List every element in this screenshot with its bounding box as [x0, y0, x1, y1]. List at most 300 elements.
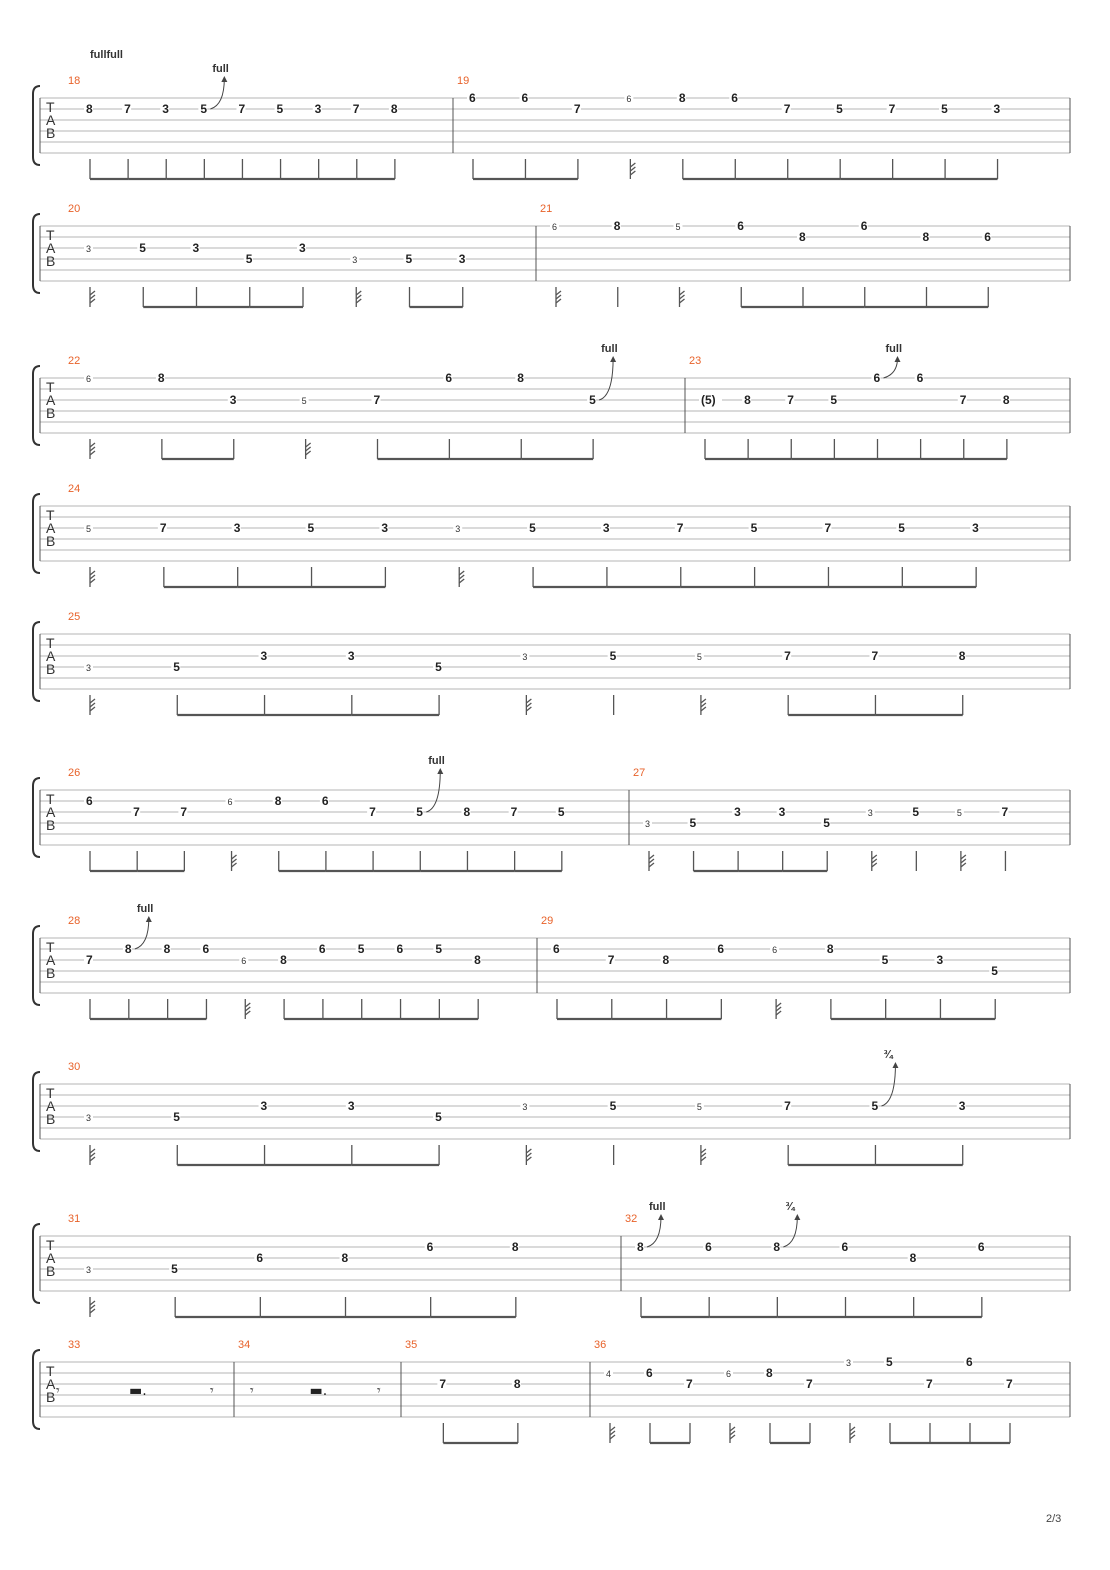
system-brace	[33, 86, 40, 165]
grace-flag	[872, 855, 877, 859]
bend-label: ¾	[785, 1201, 795, 1213]
tab-system	[33, 203, 1070, 307]
bend-arrowhead	[610, 356, 616, 362]
fret-number: 6	[86, 794, 93, 808]
grace-flag	[649, 859, 654, 863]
fret-number: 6	[984, 230, 991, 244]
grace-flag	[680, 291, 685, 295]
fret-number: 3	[162, 102, 169, 116]
fret-number: 7	[133, 805, 140, 819]
fret-number: 6	[318, 942, 326, 956]
grace-flag	[232, 855, 237, 859]
grace-flag	[630, 171, 635, 175]
fret-number: 7	[573, 102, 581, 116]
fret-number: 6	[873, 371, 881, 385]
fret-number: 7	[369, 805, 376, 819]
grace-flag	[526, 703, 531, 707]
bend-label: full	[601, 343, 618, 355]
fret-number: 5	[991, 964, 998, 978]
fret-number: 6	[445, 371, 453, 385]
grace-flag	[850, 1435, 855, 1439]
fret-number: 6	[227, 797, 233, 807]
grace-flag	[961, 863, 966, 867]
fret-number: 3	[958, 1099, 966, 1113]
fret-number: 7	[124, 102, 131, 116]
fret-number: 3	[86, 1265, 92, 1275]
fret-number: 7	[806, 1377, 813, 1391]
grace-flag	[356, 299, 361, 303]
grace-flag	[776, 1003, 781, 1007]
fret-number: 3	[233, 521, 241, 535]
fret-number: 7	[439, 1377, 447, 1391]
measure-number: 20	[68, 203, 81, 215]
fret-number: 7	[1001, 805, 1009, 819]
measure-number: 25	[68, 611, 81, 623]
fret-number: 7	[871, 649, 879, 663]
bend-label: full	[212, 63, 229, 75]
fret-number: 6	[966, 1355, 973, 1369]
grace-flag	[701, 1157, 706, 1161]
fret-number: 3	[381, 521, 389, 535]
tab-clef-letter: B	[46, 125, 56, 141]
tab-clef-letter: B	[46, 1263, 56, 1279]
fret-number: 6	[521, 91, 529, 105]
measure-number: 22	[68, 355, 81, 367]
measure-number: 26	[68, 767, 81, 779]
tab-clef-letter: A	[46, 1098, 56, 1114]
fret-number: 5	[696, 1102, 702, 1112]
grace-flag	[90, 699, 95, 703]
grace-flag	[245, 1011, 250, 1015]
grace-flag	[701, 707, 706, 711]
fret-number: 7	[607, 953, 615, 967]
system-brace	[33, 1072, 40, 1151]
fret-number: 6	[772, 945, 778, 955]
tab-clef-letter: A	[46, 240, 56, 256]
fret-number: 8	[463, 805, 471, 819]
fret-number: 8	[517, 371, 524, 385]
tab-clef-letter: B	[46, 965, 56, 981]
bend-arrow	[599, 358, 613, 400]
tab-clef-letter: T	[46, 1085, 55, 1101]
fret-number: 8	[390, 102, 398, 116]
fret-number: 7	[824, 521, 832, 535]
fret-number: 6	[553, 942, 560, 956]
tab-system	[33, 1201, 1070, 1317]
tab-clef-letter: A	[46, 1250, 56, 1266]
fret-number: 3	[846, 1358, 852, 1368]
fret-number: 7	[676, 521, 684, 535]
measure-number: 32	[625, 1213, 638, 1225]
fret-number: 3	[522, 1102, 528, 1112]
fret-number: 8	[922, 230, 930, 244]
fret-number: 5	[435, 1110, 442, 1124]
grace-flag	[850, 1431, 855, 1435]
fret-number: 8	[124, 942, 132, 956]
grace-flag	[90, 1149, 95, 1153]
tab-clef-letter: B	[46, 533, 56, 549]
tab-system	[33, 755, 1070, 871]
fret-number: 3	[260, 649, 268, 663]
tab-clef-letter: A	[46, 1376, 56, 1392]
grace-flag	[306, 443, 311, 447]
measure-number: 34	[238, 1339, 251, 1351]
fret-number: 7	[959, 393, 967, 407]
fret-number: 8	[799, 230, 806, 244]
fret-number: 6	[705, 1240, 712, 1254]
fret-number: 5	[200, 102, 208, 116]
fret-number: 3	[602, 521, 610, 535]
bend-label: full	[885, 343, 902, 355]
fret-number: 3	[86, 663, 92, 673]
fret-number: 7	[787, 393, 794, 407]
rest: ▬.	[129, 1383, 147, 1399]
fret-number: 8	[773, 1240, 781, 1254]
fret-number: 6	[916, 371, 924, 385]
tab-clef-letter: A	[46, 112, 56, 128]
grace-flag	[610, 1431, 615, 1435]
system-brace	[33, 926, 40, 1005]
fret-number: 8	[1002, 393, 1010, 407]
fret-number: 5	[871, 1099, 879, 1113]
fret-number: 5	[529, 521, 536, 535]
fret-number: 5	[173, 1110, 180, 1124]
fret-number: 8	[274, 794, 282, 808]
grace-flag	[610, 1435, 615, 1439]
fret-number: 8	[280, 953, 287, 967]
fret-number: 6	[646, 1366, 653, 1380]
fret-number: 8	[958, 649, 966, 663]
fret-number: 4	[606, 1369, 612, 1379]
fret-number: 5	[941, 102, 948, 116]
bend-arrow	[881, 1064, 895, 1106]
bend-arrowhead	[794, 1214, 800, 1220]
bend-arrowhead	[437, 768, 443, 774]
fret-number: 8	[511, 1240, 519, 1254]
bend-arrow	[783, 1216, 797, 1247]
bend-arrowhead	[221, 76, 227, 82]
grace-flag	[649, 855, 654, 859]
tab-system	[33, 49, 1070, 179]
fret-number: 3	[299, 241, 306, 255]
grace-flag	[526, 699, 531, 703]
bend-label: ¾	[883, 1049, 893, 1061]
grace-flag	[232, 863, 237, 867]
fret-number: 7	[373, 393, 381, 407]
fret-number: 7	[888, 102, 896, 116]
grace-flag	[776, 1007, 781, 1011]
fret-number: 3	[455, 524, 461, 534]
fret-number: 3	[972, 521, 979, 535]
rest: 𝄾	[377, 1383, 381, 1399]
grace-flag	[961, 859, 966, 863]
fret-number: 7	[159, 521, 167, 535]
grace-flag	[90, 703, 95, 707]
bend-label: full	[649, 1201, 666, 1213]
fret-number: 6	[256, 1251, 264, 1265]
grace-flag	[961, 855, 966, 859]
grace-flag	[90, 579, 95, 583]
fret-number: 5	[696, 652, 702, 662]
fret-number: 3	[734, 805, 741, 819]
tab-clef-letter: A	[46, 520, 56, 536]
fret-number: 5	[301, 396, 307, 406]
fret-number: 5	[750, 521, 758, 535]
prebend-label: fullfull	[90, 49, 123, 61]
grace-flag	[610, 1427, 615, 1431]
fret-number: 7	[784, 649, 791, 663]
tab-clef-letter: A	[46, 804, 56, 820]
tab-clef-letter: B	[46, 661, 56, 677]
measure-number: 33	[68, 1339, 81, 1351]
tab-system	[33, 611, 1070, 715]
tab-clef-letter: B	[46, 1389, 56, 1405]
grace-flag	[730, 1435, 735, 1439]
fret-number: 8	[163, 942, 171, 956]
fret-number: 7	[238, 102, 246, 116]
fret-number: 7	[510, 805, 518, 819]
tab-system	[33, 903, 1070, 1019]
fret-number: 6	[731, 91, 738, 105]
measure-number: 19	[457, 75, 470, 87]
grace-flag	[232, 859, 237, 863]
measure-number: 24	[68, 483, 81, 495]
measure-number: 27	[633, 767, 646, 779]
fret-number: 7	[784, 1099, 791, 1113]
fret-number: 5	[171, 1262, 178, 1276]
fret-number: 6	[552, 222, 558, 232]
grace-flag	[245, 1003, 250, 1007]
fret-number: 5	[823, 816, 830, 830]
fret-number: 5	[276, 102, 284, 116]
measure-number: 36	[594, 1339, 607, 1351]
grace-flag	[306, 451, 311, 455]
page-number: 2/3	[1046, 1513, 1062, 1525]
grace-flag	[90, 575, 95, 579]
fret-number: 6	[241, 956, 247, 966]
system-brace	[33, 366, 40, 445]
grace-flag	[526, 707, 531, 711]
grace-flag	[526, 1157, 531, 1161]
grace-flag	[459, 579, 464, 583]
rest: ▬.	[309, 1383, 328, 1399]
fret-number: (5)	[701, 393, 716, 407]
fret-number: 5	[912, 805, 920, 819]
grace-flag	[872, 859, 877, 863]
fret-number: 6	[737, 219, 744, 233]
bend-arrowhead	[892, 1062, 898, 1068]
fret-number: 8	[157, 371, 165, 385]
grace-flag	[850, 1427, 855, 1431]
grace-flag	[90, 447, 95, 451]
fret-number: 3	[192, 241, 200, 255]
tab-clef-letter: T	[46, 939, 55, 955]
fret-number: 3	[86, 244, 92, 254]
measure-number: 23	[689, 355, 702, 367]
fret-number: 5	[886, 1355, 893, 1369]
fret-number: 5	[307, 521, 315, 535]
grace-flag	[776, 1011, 781, 1015]
fret-number: 6	[321, 794, 329, 808]
tab-clef-letter: B	[46, 253, 56, 269]
grace-flag	[526, 1153, 531, 1157]
fret-number: 7	[1006, 1377, 1013, 1391]
tab-clef-letter: T	[46, 379, 55, 395]
grace-flag	[630, 163, 635, 167]
grace-flag	[730, 1427, 735, 1431]
grace-flag	[701, 1153, 706, 1157]
fret-number: 6	[469, 91, 476, 105]
grace-flag	[556, 291, 561, 295]
fret-number: 5	[357, 942, 365, 956]
fret-number: 8	[826, 942, 834, 956]
fret-number: 3	[522, 652, 528, 662]
fret-number: 5	[609, 649, 617, 663]
bend-label: full	[428, 755, 445, 767]
fret-number: 3	[260, 1099, 268, 1113]
measure-number: 35	[405, 1339, 418, 1351]
grace-flag	[459, 571, 464, 575]
tab-clef-letter: A	[46, 392, 56, 408]
tab-clef-letter: T	[46, 635, 55, 651]
grace-flag	[306, 447, 311, 451]
tab-clef-letter: T	[46, 1363, 55, 1379]
grace-flag	[872, 863, 877, 867]
fret-number: 5	[405, 252, 413, 266]
fret-number: 3	[314, 102, 322, 116]
tab-system	[33, 1339, 1070, 1443]
bend-arrowhead	[146, 916, 152, 922]
fret-number: 3	[347, 649, 355, 663]
grace-flag	[630, 167, 635, 171]
grace-flag	[90, 443, 95, 447]
bend-label: full	[136, 903, 154, 915]
system-brace	[33, 1350, 40, 1429]
bend-arrow	[135, 918, 149, 949]
tab-clef-letter: A	[46, 952, 56, 968]
fret-number: 5	[435, 942, 443, 956]
fret-number: 6	[202, 942, 210, 956]
fret-number: 6	[86, 374, 92, 384]
grace-flag	[90, 1305, 95, 1309]
grace-flag	[90, 1301, 95, 1305]
fret-number: 8	[766, 1366, 773, 1380]
grace-flag	[556, 299, 561, 303]
system-brace	[33, 778, 40, 857]
grace-flag	[356, 295, 361, 299]
fret-number: 5	[245, 252, 253, 266]
fret-number: 7	[86, 953, 93, 967]
tab-system	[33, 343, 1070, 459]
fret-number: 7	[926, 1377, 933, 1391]
tab-clef-letter: B	[46, 817, 56, 833]
grace-flag	[90, 707, 95, 711]
fret-number: 6	[626, 94, 632, 104]
fret-number: 8	[341, 1251, 349, 1265]
measure-number: 30	[68, 1061, 81, 1073]
tab-clef-letter: T	[46, 99, 55, 115]
fret-number: 5	[139, 241, 146, 255]
fret-number: 3	[347, 1099, 355, 1113]
grace-flag	[90, 291, 95, 295]
tab-clef-letter: A	[46, 648, 56, 664]
fret-number: 5	[898, 521, 905, 535]
grace-flag	[649, 863, 654, 867]
tab-clef-letter: T	[46, 1237, 55, 1253]
fret-number: 3	[645, 819, 651, 829]
grace-flag	[356, 291, 361, 295]
measure-number: 28	[68, 915, 81, 927]
grace-flag	[701, 1149, 706, 1153]
grace-flag	[680, 299, 685, 303]
fret-number: 6	[726, 1369, 732, 1379]
grace-flag	[90, 1157, 95, 1161]
fret-number: 3	[778, 805, 786, 819]
bend-arrow	[210, 78, 224, 109]
grace-flag	[90, 1153, 95, 1157]
fret-number: 5	[416, 805, 423, 819]
fret-number: 5	[689, 816, 697, 830]
fret-number: 3	[229, 393, 237, 407]
fret-number: 6	[396, 942, 404, 956]
system-brace	[33, 494, 40, 573]
bend-arrowhead	[895, 356, 901, 362]
rest: 𝄾	[250, 1383, 254, 1399]
bend-arrow	[426, 770, 440, 812]
fret-number: 8	[86, 102, 93, 116]
fret-number: 7	[352, 102, 360, 116]
bend-arrowhead	[658, 1214, 664, 1220]
fret-number: 5	[435, 660, 442, 674]
grace-flag	[730, 1431, 735, 1435]
measure-number: 18	[68, 75, 81, 87]
grace-flag	[556, 295, 561, 299]
grace-flag	[701, 699, 706, 703]
fret-number: 5	[675, 222, 681, 232]
grace-flag	[90, 1309, 95, 1313]
fret-number: 8	[909, 1251, 917, 1265]
fret-number: 5	[836, 102, 843, 116]
grace-flag	[90, 451, 95, 455]
fret-number: 6	[717, 942, 725, 956]
tab-clef-letter: B	[46, 1111, 56, 1127]
fret-number: 7	[686, 1377, 693, 1391]
fret-number: 3	[86, 1113, 92, 1123]
fret-number: 6	[977, 1240, 985, 1254]
system-brace	[33, 1224, 40, 1303]
measure-number: 29	[541, 915, 554, 927]
fret-number: 3	[352, 255, 358, 265]
fret-number: 5	[86, 524, 92, 534]
measure-number: 31	[68, 1213, 81, 1225]
grace-flag	[680, 295, 685, 299]
fret-number: 5	[881, 953, 889, 967]
bend-arrow	[647, 1216, 661, 1247]
fret-number: 8	[513, 1377, 521, 1391]
tab-system	[33, 483, 1070, 587]
fret-number: 6	[841, 1240, 849, 1254]
rest: 𝄾	[210, 1383, 214, 1399]
fret-number: 5	[589, 393, 596, 407]
grace-flag	[90, 571, 95, 575]
grace-flag	[245, 1007, 250, 1011]
fret-number: 5	[173, 660, 180, 674]
rest: 𝄾	[56, 1383, 60, 1399]
fret-number: 8	[662, 953, 670, 967]
fret-number: 3	[458, 252, 466, 266]
fret-number: 6	[860, 219, 868, 233]
tab-system	[33, 1049, 1070, 1165]
